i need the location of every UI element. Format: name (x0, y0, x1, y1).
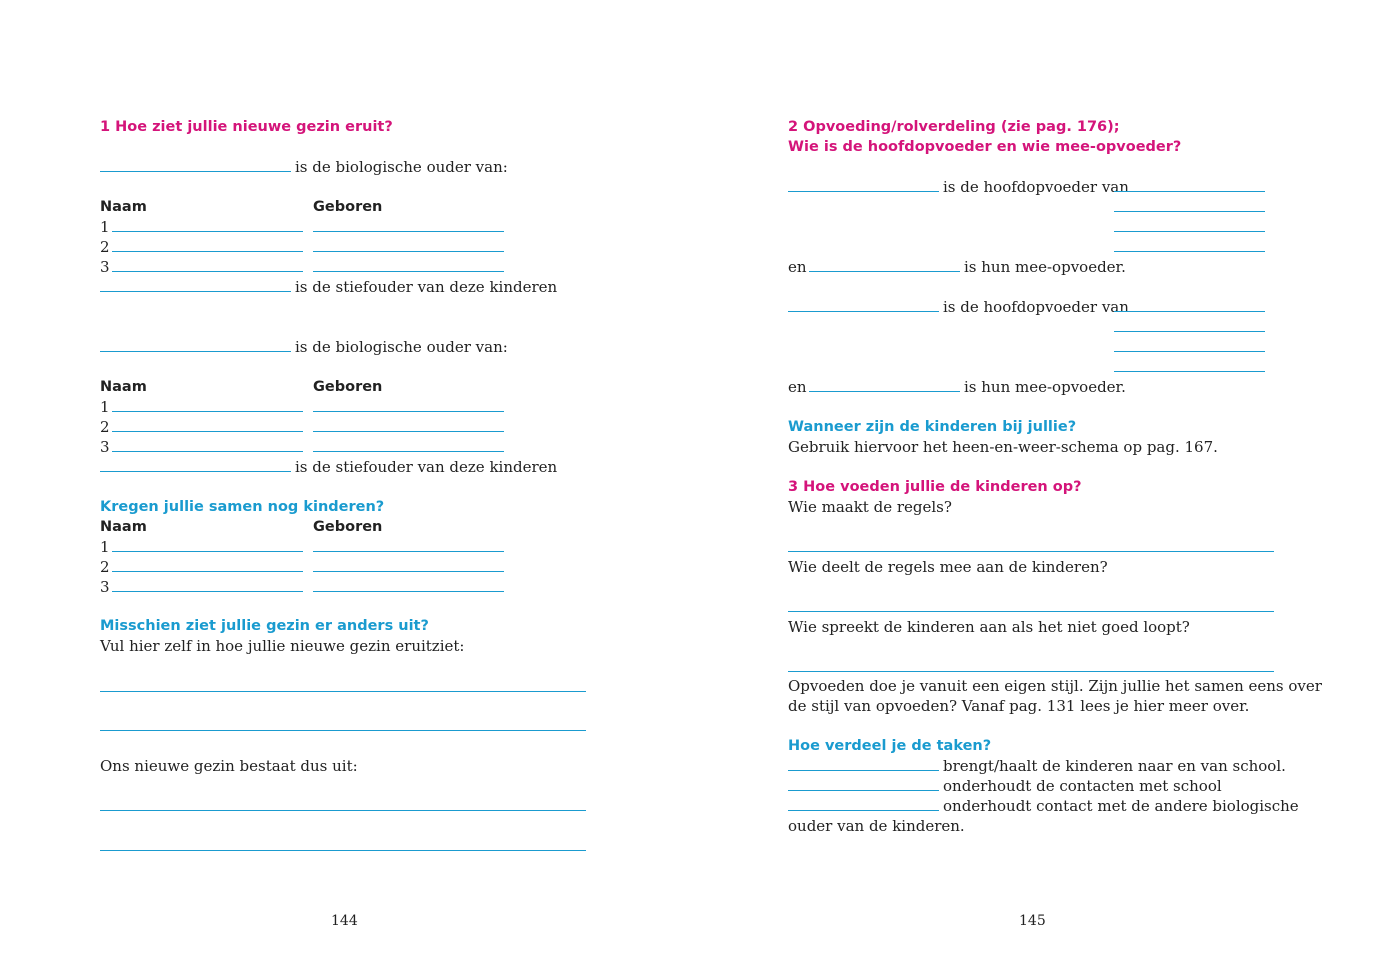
heading-divide-tasks: Hoe verdeel je de taken? (788, 738, 992, 754)
main-parent-label: is de hoofdopvoeder van (943, 298, 1129, 316)
fill-in-instruction: Vul hier zelf in hoe jullie nieuwe gezin eruitziet: (100, 637, 465, 655)
fill-line-child[interactable] (1114, 311, 1265, 312)
style-paragraph-line1: Opvoeden doe je vanuit een eigen stijl. Zijn jullie het samen eens over (788, 677, 1322, 695)
fill-line-name[interactable] (112, 271, 303, 272)
fill-line-child[interactable] (1114, 251, 1265, 252)
heading-raising-children: 3 Hoe voeden jullie de kinderen op? (788, 479, 1082, 495)
heading-when-children: Wanneer zijn de kinderen bij jullie? (788, 419, 1077, 435)
row-number: 3 (100, 438, 110, 456)
fill-line-answer[interactable] (788, 671, 1274, 672)
page-number-left: 144 (331, 913, 358, 929)
col-naam-1: Naam (100, 199, 147, 215)
fill-line-wide[interactable] (100, 691, 586, 692)
heading-parenting-roles-sub: Wie is de hoofdopvoeder en wie mee-opvoeder? (788, 139, 1182, 155)
task-school-contact: onderhoudt de contacten met school (943, 777, 1222, 795)
task-other-parent-contact: onderhoudt contact met de andere biologische (943, 797, 1299, 815)
bio-parent-label-2: is de biologische ouder van: (295, 338, 508, 356)
col-naam-2: Naam (100, 379, 147, 395)
style-paragraph-line2: de stijl van opvoeden? Vanaf pag. 131 lees je hier meer over. (788, 697, 1250, 715)
col-geboren-3: Geboren (313, 519, 383, 535)
fill-line-task[interactable] (788, 790, 939, 791)
fill-line-co-parent[interactable] (809, 271, 960, 272)
fill-line-main-parent[interactable] (788, 311, 939, 312)
row-number: 1 (100, 538, 110, 556)
fill-line-task[interactable] (788, 770, 939, 771)
fill-line-child[interactable] (1114, 351, 1265, 352)
fill-line-child[interactable] (1114, 331, 1265, 332)
fill-line-step-parent-1[interactable] (100, 291, 291, 292)
fill-line-name[interactable] (112, 591, 303, 592)
fill-line-born[interactable] (313, 431, 504, 432)
fill-line-answer[interactable] (788, 551, 1274, 552)
page-number-right: 145 (1019, 913, 1046, 929)
task-school-transport: brengt/haalt de kinderen naar en van school. (943, 757, 1286, 775)
fill-line-name[interactable] (112, 431, 303, 432)
family-consists-label: Ons nieuwe gezin bestaat dus uit: (100, 757, 358, 775)
question-communicate-rules: Wie deelt de regels mee aan de kinderen? (788, 558, 1108, 576)
heading-shared-children: Kregen jullie samen nog kinderen? (100, 499, 385, 515)
main-parent-label: is de hoofdopvoeder van (943, 178, 1129, 196)
question-address-children: Wie spreekt de kinderen aan als het niet goed loopt? (788, 618, 1190, 636)
fill-line-wide[interactable] (100, 730, 586, 731)
step-parent-label-2: is de stiefouder van deze kinderen (295, 458, 558, 476)
task-other-parent-contact-cont: ouder van de kinderen. (788, 817, 965, 835)
row-number: 1 (100, 218, 110, 236)
fill-line-name[interactable] (112, 251, 303, 252)
fill-line-co-parent[interactable] (809, 391, 960, 392)
fill-line-name[interactable] (112, 231, 303, 232)
fill-line-name[interactable] (112, 451, 303, 452)
fill-line-step-parent-2[interactable] (100, 471, 291, 472)
fill-line-born[interactable] (313, 571, 504, 572)
bio-parent-label-1: is de biologische ouder van: (295, 158, 508, 176)
fill-line-born[interactable] (313, 411, 504, 412)
fill-line-bio-parent-2[interactable] (100, 351, 291, 352)
heading-parenting-roles: 2 Opvoeding/rolverdeling (zie pag. 176); (788, 119, 1120, 135)
fill-line-wide[interactable] (100, 850, 586, 851)
fill-line-child[interactable] (1114, 231, 1265, 232)
fill-line-name[interactable] (112, 411, 303, 412)
row-number: 2 (100, 418, 110, 436)
fill-line-bio-parent-1[interactable] (100, 171, 291, 172)
co-parent-label: is hun mee-opvoeder. (964, 258, 1126, 276)
fill-line-name[interactable] (112, 571, 303, 572)
question-rules: Wie maakt de regels? (788, 498, 952, 516)
fill-line-born[interactable] (313, 591, 504, 592)
fill-line-born[interactable] (313, 251, 504, 252)
fill-line-child[interactable] (1114, 371, 1265, 372)
fill-line-wide[interactable] (100, 810, 586, 811)
row-number: 2 (100, 558, 110, 576)
and-label: en (788, 258, 807, 276)
fill-line-child[interactable] (1114, 211, 1265, 212)
row-number: 1 (100, 398, 110, 416)
col-naam-3: Naam (100, 519, 147, 535)
col-geboren-2: Geboren (313, 379, 383, 395)
row-number: 3 (100, 578, 110, 596)
fill-line-born[interactable] (313, 271, 504, 272)
fill-line-answer[interactable] (788, 611, 1274, 612)
fill-line-name[interactable] (112, 551, 303, 552)
schedule-hint: Gebruik hiervoor het heen-en-weer-schema op pag. 167. (788, 438, 1218, 456)
fill-line-task[interactable] (788, 810, 939, 811)
fill-line-child[interactable] (1114, 191, 1265, 192)
row-number: 3 (100, 258, 110, 276)
heading-new-family: 1 Hoe ziet jullie nieuwe gezin eruit? (100, 119, 393, 135)
row-number: 2 (100, 238, 110, 256)
step-parent-label-1: is de stiefouder van deze kinderen (295, 278, 558, 296)
col-geboren-1: Geboren (313, 199, 383, 215)
and-label: en (788, 378, 807, 396)
fill-line-born[interactable] (313, 551, 504, 552)
fill-line-born[interactable] (313, 231, 504, 232)
co-parent-label: is hun mee-opvoeder. (964, 378, 1126, 396)
heading-different-family: Misschien ziet jullie gezin er anders uit? (100, 618, 429, 634)
fill-line-main-parent[interactable] (788, 191, 939, 192)
fill-line-born[interactable] (313, 451, 504, 452)
